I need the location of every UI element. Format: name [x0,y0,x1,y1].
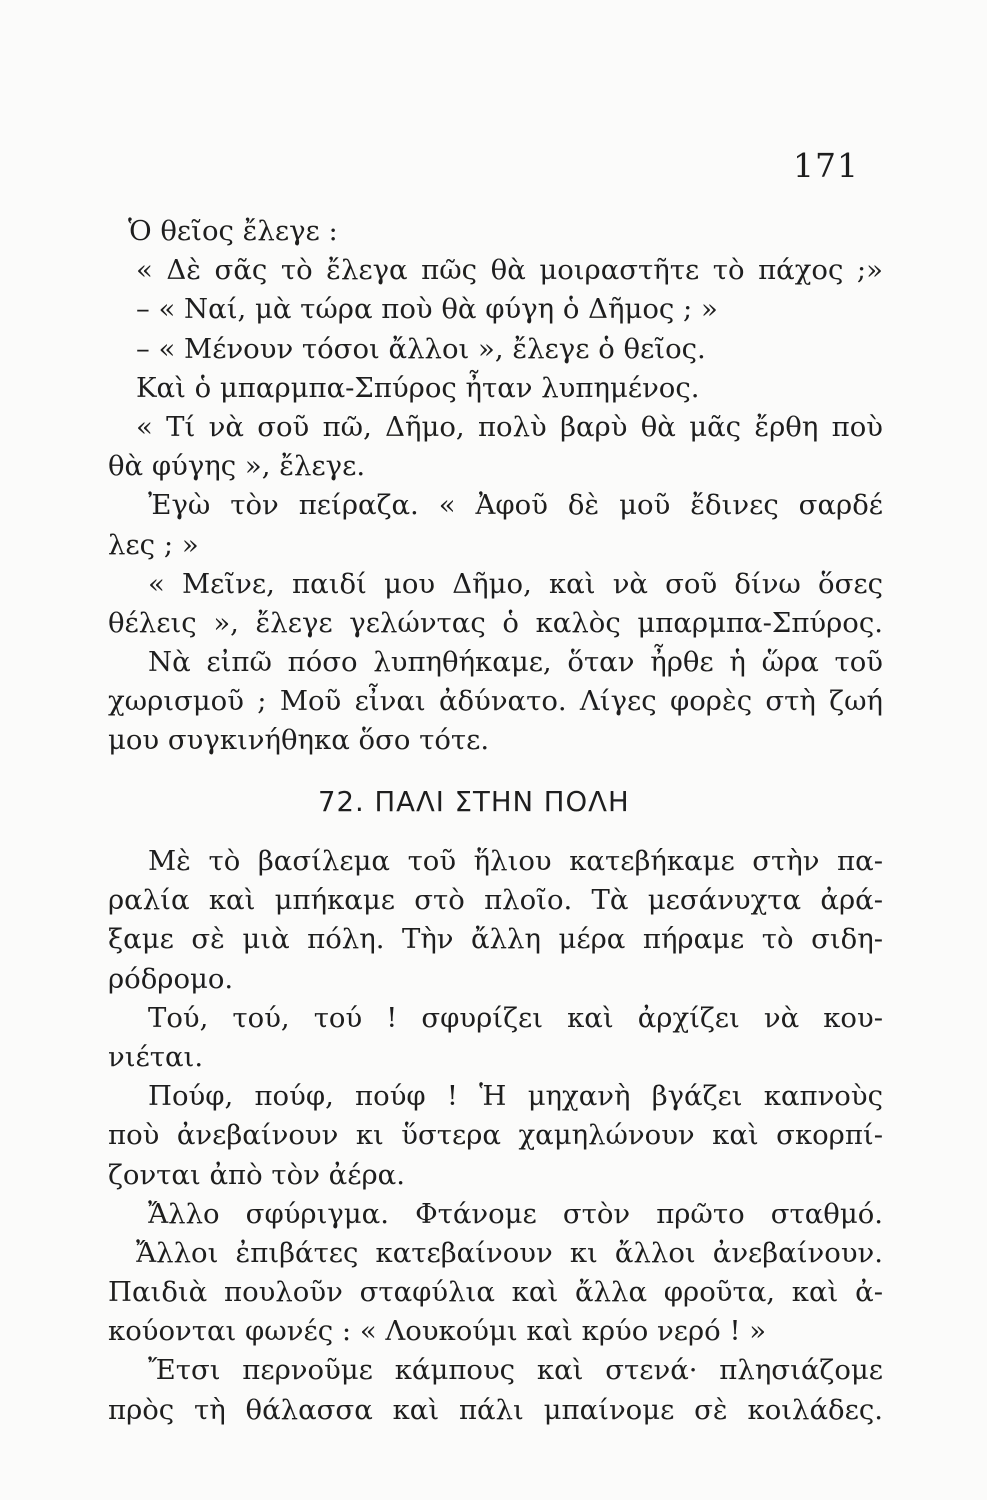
text-line: Καὶ ὁ μπαρμπα-Σπύρος ἦταν λυπημένος. [136,371,700,404]
text-line: Παιδιὰ πουλοῦν σταφύλια καὶ ἄλλα φροῦτα, καὶ ἀ- [108,1276,883,1309]
text-line: μου συγκινήθηκα ὅσο τότε. [108,724,490,757]
text-line: « Τί νὰ σοῦ πῶ, Δῆμο, πολὺ βαρὺ θὰ μᾶς ἔρθη ποὺ [136,410,883,443]
text-line: θὰ φύγης », ἔλεγε. [108,450,366,483]
text-line: Μὲ τὸ βασίλεμα τοῦ ἥλιου κατεβήκαμε στὴν πα- [148,845,883,877]
text-line: ξαμε σὲ μιὰ πόλη. Τὴν ἄλλη μέρα πήραμε τὸ σιδη- [108,923,883,956]
text-line: ποὺ ἀνεβαίνουν κι ὕστερα χαμηλώνουν καὶ σκορπί- [108,1119,883,1152]
text-line: – « Ναί, μὰ τώρα ποὺ θὰ φύγη ὁ Δῆμος ; » [136,293,718,326]
text-block-section [108,842,883,1430]
text-line: Ἄλλο σφύριγμα. Φτάνομε στὸν πρῶτο σταθμό. [148,1197,883,1230]
text-line: νιέται. [108,1040,204,1073]
section-heading [318,786,630,818]
section-number: 72. [318,786,365,818]
text-line: χωρισμοῦ ; Μοῦ εἶναι ἀδύνατο. Λίγες φορὲς στὴ ζωή [108,685,883,718]
text-line: ρόδρομο. [108,962,234,995]
text-line: « Μεῖνε, παιδί μου Δῆμο, καὶ νὰ σοῦ δίνω ὅσες [148,567,883,600]
text-line: Πούφ, πούφ, πούφ ! Ἡ μηχανὴ βγάζει καπνοὺς [148,1080,883,1113]
text-line: κούονται φωνές : « Λουκούμι καὶ κρύο νερό ! » [108,1315,767,1348]
text-line: Ἄλλοι ἐπιβάτες κατεβαίνουν κι ἄλλοι ἀνεβαίνουν. [136,1236,883,1269]
text-line: Τού, τού, τού ! σφυρίζει καὶ ἀρχίζει νὰ κου- [148,1001,883,1034]
text-line: Ἐγὼ τὸν πείραζα. « Ἀφοῦ δὲ μοῦ ἔδινες σαρδέ [148,489,883,522]
text-line: λες ; » [108,528,199,561]
text-line: ραλία καὶ μπήκαμε στὸ πλοῖο. Τὰ μεσάνυχτα ἀρά- [108,884,883,917]
text-line: Νὰ εἰπῶ πόσο λυπηθήκαμε, ὅταν ἦρθε ἡ ὥρα τοῦ [148,646,883,679]
text-line: « Δὲ σᾶς τὸ ἔλεγα πῶς θὰ μοιραστῆτε τὸ πάχος ;» [136,254,883,287]
text-line: Ὁ θεῖος ἔλεγε : [128,215,338,247]
section-title: ΠΑΛΙ ΣΤΗΝ ΠΟΛΗ [374,786,630,818]
page-number: 171 [793,146,859,185]
text-block-dialogue [108,212,883,761]
text-line: πρὸς τὴ θάλασσα καὶ πάλι μπαίνομε σὲ κοιλάδες. [108,1393,883,1426]
text-line: Ἔτσι περνοῦμε κάμπους καὶ στενά· πλησιάζομε [148,1354,883,1387]
text-line: θέλεις », ἔλεγε γελώντας ὁ καλὸς μπαρμπα-Σπύρος. [108,606,883,639]
text-line: – « Μένουν τόσοι ἄλλοι », ἔλεγε ὁ θεῖος. [136,332,706,365]
text-line: ζονται ἀπὸ τὸν ἀέρα. [108,1158,405,1191]
